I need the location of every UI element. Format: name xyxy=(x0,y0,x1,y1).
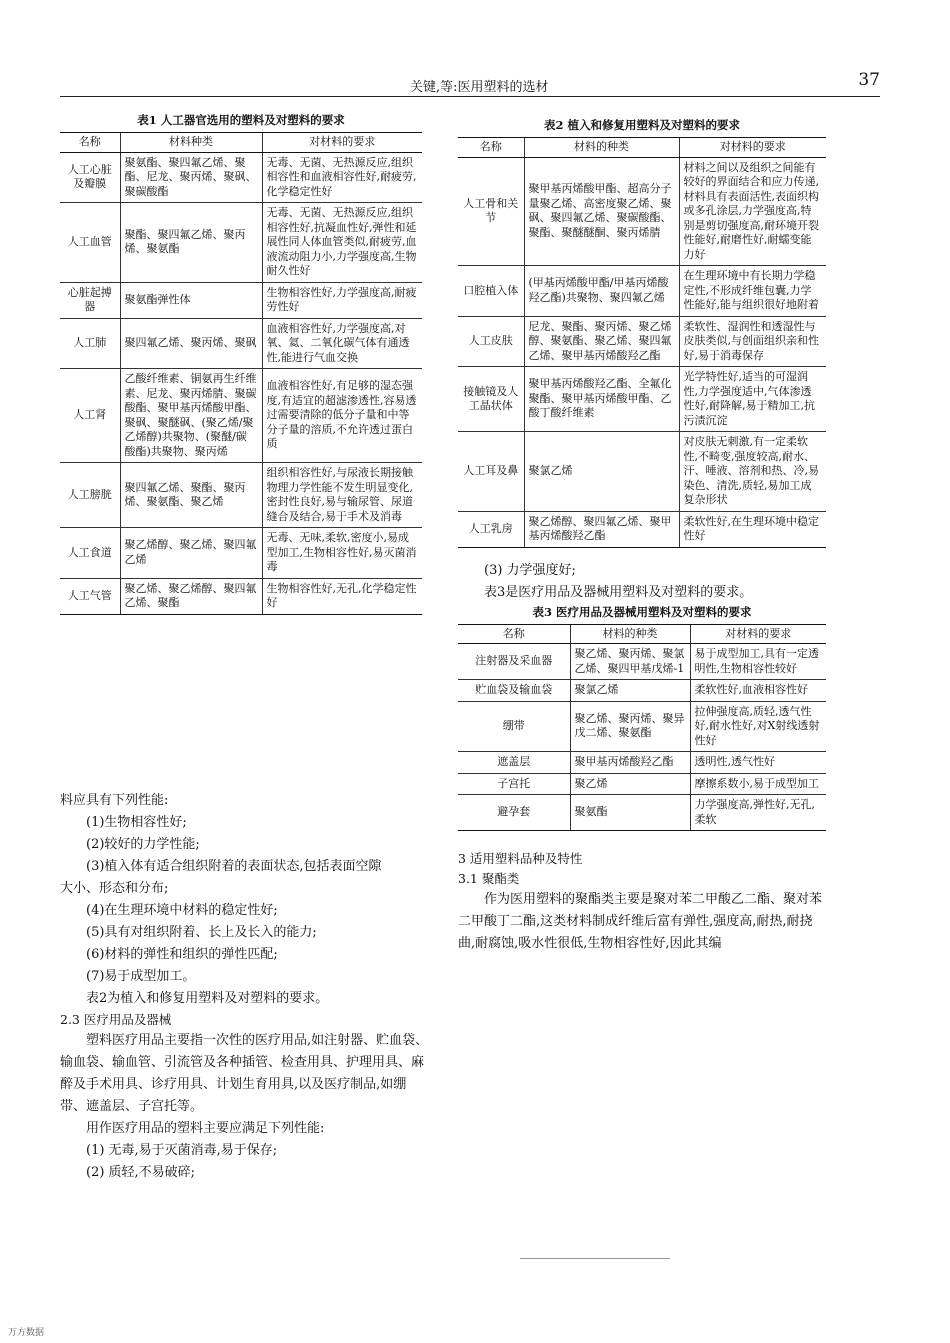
requirement-cell: 材料之间以及组织之间能有较好的界面结合和应力传递,材料具有表面活性,表面织构或多孔涂层,力学强度高,特别是剪切强度高,耐环境开裂性能好,耐磨性好,耐蠕变能力好 xyxy=(679,157,826,266)
material-cell: 聚甲基丙烯酸羟乙酯、全氟化聚酯、聚甲基丙烯酸甲酯、乙酸丁酸纤维素 xyxy=(524,367,679,432)
requirement-cell: 柔软性、湿润性和透湿性与皮肤类似,与创面组织亲和性好,易于消毒保存 xyxy=(679,316,826,367)
table-row xyxy=(458,752,826,774)
row-name-cell: 人工肾 xyxy=(60,369,120,463)
table-row xyxy=(60,578,422,614)
table-row xyxy=(458,367,826,432)
page-header xyxy=(60,70,880,97)
section-3-1-para: 作为医用塑料的聚酯类主要是聚对苯二甲酸乙二酯、聚对苯二甲酸丁二酯,这类材料制成纤维后富有弹性,强度高,耐热,耐挠曲,耐腐蚀,吸水性很低,生物相容性好,因此其编 xyxy=(458,892,823,951)
requirement-cell: 生物相容性好,力学强度高,耐疲劳性好 xyxy=(262,282,422,318)
table3-caption: 表3 医疗用品及器械用塑料及对塑料的要求 xyxy=(532,604,752,619)
row-name-cell: 人工耳及鼻 xyxy=(458,432,524,512)
section-2-3-item1: (1) 无毒,易于灭菌消毒,易于保存; xyxy=(86,1143,278,1158)
bottom-rule xyxy=(520,1258,670,1259)
table3 xyxy=(458,624,826,832)
requirement-cell: 力学强度高,弹性好,无孔,柔软 xyxy=(690,795,826,831)
material-cell: 聚乙烯、聚丙烯、聚异戊二烯、聚氨酯 xyxy=(570,701,690,752)
table-row xyxy=(458,316,826,367)
table-row xyxy=(458,157,826,266)
row-name-cell: 接触镜及人工晶状体 xyxy=(458,367,524,432)
material-cell: 聚氯乙烯 xyxy=(524,432,679,512)
left-line: (4)在生理环境中材料的稳定性好; xyxy=(86,903,278,918)
material-cell: 聚四氟乙烯、聚丙烯、聚砜 xyxy=(120,318,262,369)
table1-column-header: 材料种类 xyxy=(120,133,262,153)
table-row xyxy=(458,266,826,317)
material-cell: 聚乙烯、聚丙烯、聚氯乙烯、聚四甲基戊烯-1 xyxy=(570,644,690,680)
table-row xyxy=(60,463,422,528)
row-name-cell: 遮盖层 xyxy=(458,752,570,774)
table3-column-header: 对材料的要求 xyxy=(690,624,826,644)
row-name-cell: 贮血袋及输血袋 xyxy=(458,680,570,702)
row-name-cell: 避孕套 xyxy=(458,795,570,831)
table1-column-header: 对材料的要求 xyxy=(262,133,422,153)
left-line: 大小、形态和分布; xyxy=(60,881,169,896)
material-cell: 聚乙烯 xyxy=(570,773,690,795)
table-row xyxy=(458,795,826,831)
table-row xyxy=(60,528,422,579)
material-cell: 聚甲基丙烯酸甲酯、超高分子量聚乙烯、高密度聚乙烯、聚砜、聚四氟乙烯、聚碳酸酯、聚酯、聚醚醚酮、聚丙烯腈 xyxy=(524,157,679,266)
material-cell: 聚酯、聚四氟乙烯、聚丙烯、聚氨酯 xyxy=(120,203,262,283)
requirement-cell: 透明性,透气性好 xyxy=(690,752,826,774)
table-row xyxy=(458,644,826,680)
table3-intro: 表3是医疗用品及器械用塑料及对塑料的要求。 xyxy=(484,584,753,600)
row-name-cell: 人工气管 xyxy=(60,578,120,614)
left-column xyxy=(60,112,422,615)
table1-caption: 表1 人工器官选用的塑料及对塑料的要求 xyxy=(137,113,345,127)
table2-caption: 表2 植入和修复用塑料及对塑料的要求 xyxy=(543,118,740,132)
section-2-3-item2: (2) 质轻,不易破碎; xyxy=(86,1165,196,1180)
section-2-3-heading: 2.3 医疗用品及器械 xyxy=(60,1012,172,1027)
row-name-cell: 人工食道 xyxy=(60,528,120,579)
section-3-heading: 3 适用塑料品种及特性 xyxy=(458,851,583,866)
row-name-cell: 人工肺 xyxy=(60,318,120,369)
row-name-cell: 人工皮肤 xyxy=(458,316,524,367)
requirement-cell: 摩擦系数小,易于成型加工 xyxy=(690,773,826,795)
row-name-cell: 心脏起搏器 xyxy=(60,282,120,318)
material-cell: 聚氯乙烯 xyxy=(570,680,690,702)
row-name-cell: 人工膀胱 xyxy=(60,463,120,528)
table-row xyxy=(60,318,422,369)
left-line: (7)易于成型加工。 xyxy=(86,969,196,984)
row-name-cell: 人工血管 xyxy=(60,203,120,283)
table2-column-header: 名称 xyxy=(458,138,524,158)
material-cell: 聚甲基丙烯酸羟乙酯 xyxy=(570,752,690,774)
row-name-cell: 人工心脏及瓣膜 xyxy=(60,152,120,203)
left-line: (2)较好的力学性能; xyxy=(86,837,200,852)
footer-watermark: 万方数据 xyxy=(8,1328,45,1338)
left-line: (3)植入体有适合组织附着的表面状态,包括表面空隙 xyxy=(86,859,382,874)
left-line: 料应具有下列性能: xyxy=(60,793,169,808)
material-cell: 聚乙烯醇、聚四氟乙烯、聚甲基丙烯酸羟乙酯 xyxy=(524,511,679,547)
right-column xyxy=(458,117,826,955)
table-row xyxy=(458,511,826,547)
material-cell: 聚四氟乙烯、聚酯、聚丙烯、聚氨酯、聚乙烯 xyxy=(120,463,262,528)
material-cell: (甲基丙烯酸甲酯/甲基丙烯酸羟乙酯)共聚物、聚四氟乙烯 xyxy=(524,266,679,317)
material-cell: 聚氨酯弹性体 xyxy=(120,282,262,318)
requirement-cell: 拉伸强度高,质轻,透气性好,耐水性好,对X射线透射性好 xyxy=(690,701,826,752)
material-cell: 尼龙、聚酯、聚丙烯、聚乙烯醇、聚氨酯、聚乙烯、聚四氟乙烯、聚甲基丙烯酸羟乙酯 xyxy=(524,316,679,367)
running-title: 关键,等:医用塑料的选材 xyxy=(410,80,549,95)
requirement-cell: 生物相容性好,无孔,化学稳定性好 xyxy=(262,578,422,614)
table-row xyxy=(458,680,826,702)
table2-column-header: 材料的种类 xyxy=(524,138,679,158)
requirement-cell: 组织相容性好,与尿液长期接触物理力学性能不发生明显变化,密封性良好,易与输尿管、尿道缝合及结合,易于手术及消毒 xyxy=(262,463,422,528)
left-line: (5)具有对组织附着、长上及长入的能力; xyxy=(86,925,317,940)
table3-column-header: 材料的种类 xyxy=(570,624,690,644)
requirement-cell: 对皮肤无刺激,有一定柔软性,不畸变,强度较高,耐水、汗、唾液、溶剂和热、冷,易染色、清洗,质轻,易加工成复杂形状 xyxy=(679,432,826,512)
table2-column-header: 对材料的要求 xyxy=(679,138,826,158)
requirement-cell: 无毒、无味,柔软,密度小,易成型加工,生物相容性好,易灭菌消毒 xyxy=(262,528,422,579)
requirement-cell: 无毒、无菌、无热源反应,组织相容性好,抗凝血性好,弹性和延展性同人体血管类似,耐疲劳,血液流动阻力小,力学强度高,生物耐久性好 xyxy=(262,203,422,283)
table-row xyxy=(60,369,422,463)
row-name-cell: 子宫托 xyxy=(458,773,570,795)
row-name-cell: 人工乳房 xyxy=(458,511,524,547)
row-name-cell: 人工骨和关节 xyxy=(458,157,524,266)
table-row xyxy=(458,432,826,512)
row-name-cell: 注射器及采血器 xyxy=(458,644,570,680)
section-2-3-para1: 塑料医疗用品主要指一次性的医疗用品,如注射器、贮血袋、输血袋、输血管、引流管及各种插管、检查用具、护理用具、麻醉及手术用具、诊疗用具、计划生育用具,以及医疗制品,如绷带、遮盖层、子宫托等。 xyxy=(60,1033,429,1114)
table-row xyxy=(60,152,422,203)
requirement-cell: 柔软性好,在生理环境中稳定性好 xyxy=(679,511,826,547)
table-row xyxy=(60,203,422,283)
table-row xyxy=(458,701,826,752)
material-cell: 聚乙烯醇、聚乙烯、聚四氟乙烯 xyxy=(120,528,262,579)
requirement-cell: 柔软性好,血液相容性好 xyxy=(690,680,826,702)
material-cell: 聚氨酯 xyxy=(570,795,690,831)
requirement-cell: 无毒、无菌、无热源反应,组织相容性和血液相容性好,耐疲劳,化学稳定性好 xyxy=(262,152,422,203)
section-3-1-heading: 3.1 聚酯类 xyxy=(458,871,520,886)
requirement-cell: 血液相容性好,有足够的湿态强度,有适宜的超滤渗透性,容易透过需要清除的低分子量和中等分子量的溶质,不允许透过蛋白质 xyxy=(262,369,422,463)
material-cell: 聚氨酯、聚四氟乙烯、聚酯、尼龙、聚丙烯、聚砜、聚碳酸酯 xyxy=(120,152,262,203)
table-row xyxy=(60,282,422,318)
left-line: 表2为植入和修复用塑料及对塑料的要求。 xyxy=(86,991,329,1006)
row-name-cell: 绷带 xyxy=(458,701,570,752)
requirement-cell: 在生理环境中有长期力学稳定性,不形成纤维包囊,力学性能好,能与组织很好地附着 xyxy=(679,266,826,317)
page-number: 37 xyxy=(858,70,880,90)
material-cell: 聚乙烯、聚乙烯醇、聚四氟乙烯、聚酯 xyxy=(120,578,262,614)
left-line: (6)材料的弹性和组织的弹性匹配; xyxy=(86,947,278,962)
left-text xyxy=(60,790,432,1184)
table2 xyxy=(458,137,826,548)
table1 xyxy=(60,132,422,615)
section-2-3-para2: 用作医疗用品的塑料主要应满足下列性能: xyxy=(86,1121,325,1136)
requirement-cell: 光学特性好,适当的可湿润性,力学强度适中,气体渗透性好,耐降解,易于精加工,抗污渍沉淀 xyxy=(679,367,826,432)
requirement-cell: 易于成型加工,具有一定透明性,生物相容性较好 xyxy=(690,644,826,680)
table-row xyxy=(458,773,826,795)
row-name-cell: 口腔植入体 xyxy=(458,266,524,317)
right-item3: (3) 力学强度好; xyxy=(484,562,576,578)
left-line: (1)生物相容性好; xyxy=(86,815,187,830)
requirement-cell: 血液相容性好,力学强度高,对氧、氦、二氧化碳气体有通透性,能进行气血交换 xyxy=(262,318,422,369)
material-cell: 乙酸纤维素、铜氨再生纤维素、尼龙、聚丙烯腈、聚碳酸酯、聚甲基丙烯酸甲酯、聚砜、聚醚砜、(聚乙烯/聚乙烯醇)共聚物、(聚醚/碳酸酯)共聚物、聚丙烯 xyxy=(120,369,262,463)
table3-column-header: 名称 xyxy=(458,624,570,644)
table1-column-header: 名称 xyxy=(60,133,120,153)
